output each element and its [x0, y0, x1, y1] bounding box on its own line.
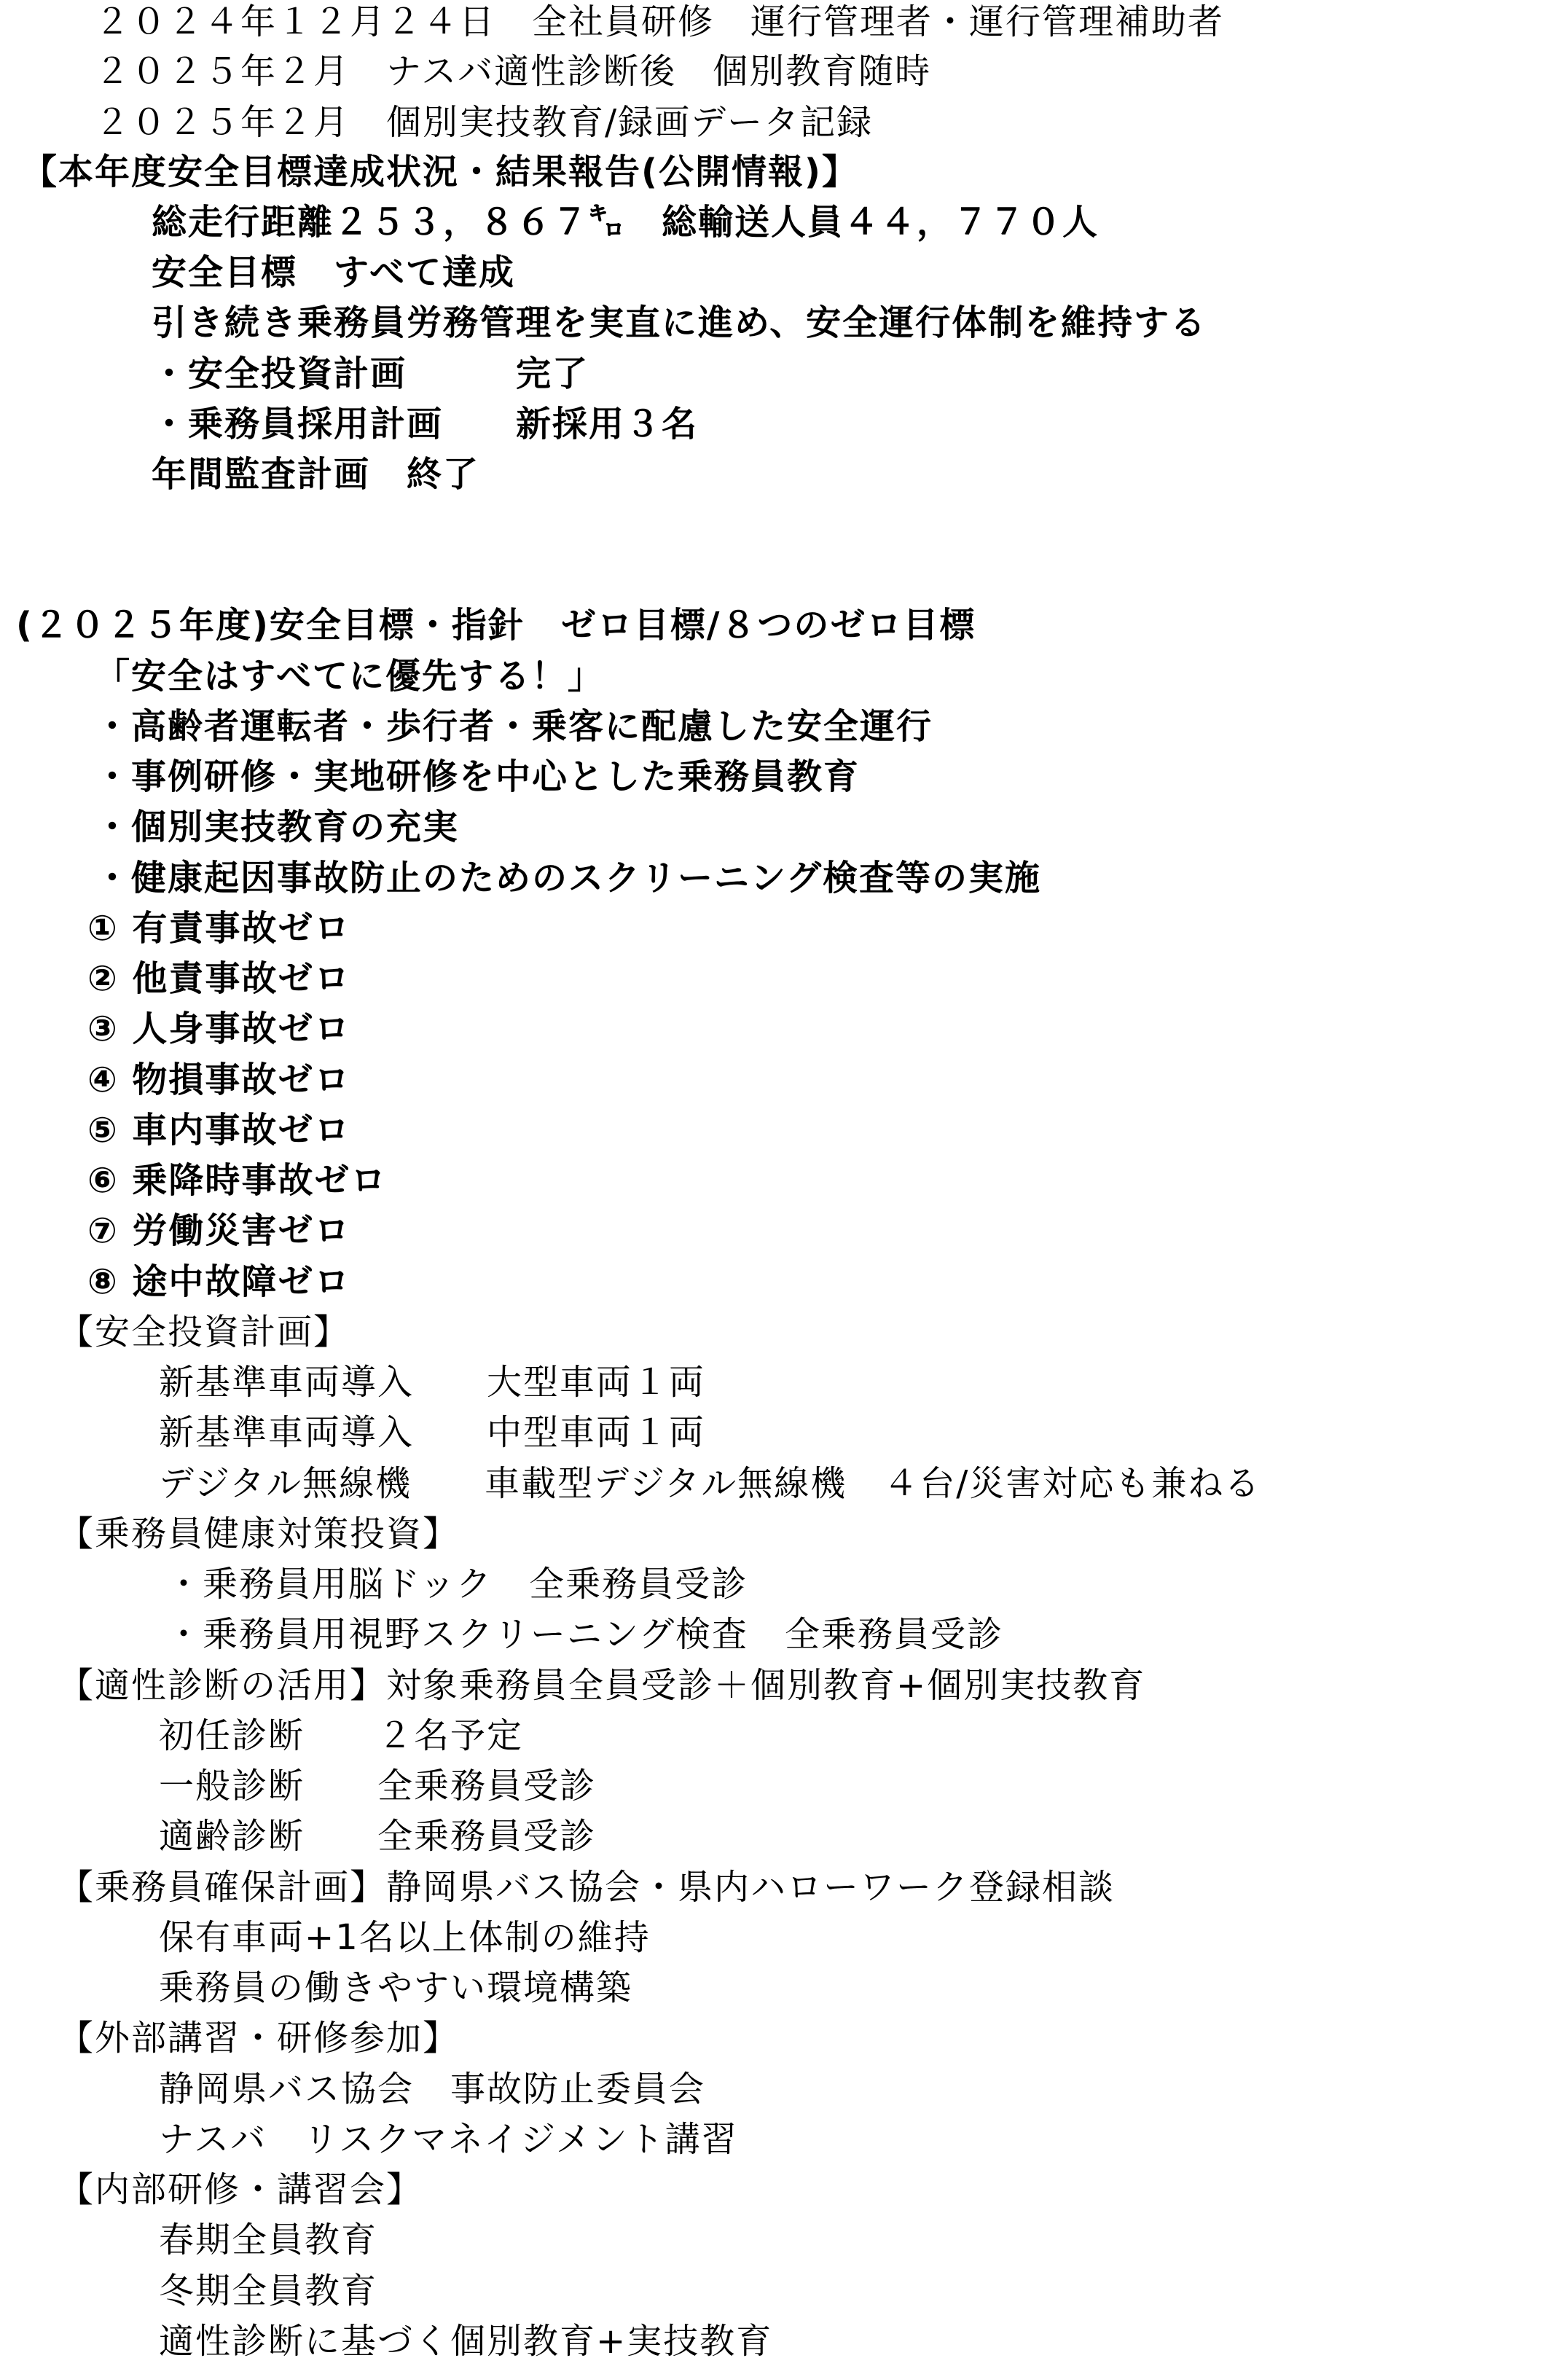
investment-heading: 【安全投資計画】 [58, 1312, 350, 1352]
external-item: ナスバ リスクマネイジメント講習 [159, 2119, 738, 2160]
goals-motto: 「安全はすべてに優先する！」 [95, 656, 605, 697]
zero-target-item: ⑦ 労働災害ゼロ [87, 1210, 351, 1251]
investment-item: 新基準車両導入 中型車両１両 [159, 1412, 706, 1453]
health-item: ・乗務員用脳ドック 全乗務員受診 [166, 1564, 748, 1605]
external-item: 静岡県バス協会 事故防止委員会 [159, 2069, 706, 2110]
external-heading: 【外部講習・研修参加】 [58, 2018, 460, 2059]
zero-target-item: ④ 物損事故ゼロ [87, 1059, 351, 1100]
policy-item: ・事例研修・実地研修を中心とした乗務員教育 [95, 756, 861, 797]
internal-item: 適性診断に基づく個別教育+実技教育 [159, 2321, 773, 2362]
staffing-item: 保有車両+1名以上体制の維持 [159, 1917, 651, 1958]
health-item: ・乗務員用視野スクリーニング検査 全乗務員受診 [166, 1614, 1004, 1655]
zero-target-item: ⑥ 乗降時事故ゼロ [87, 1160, 388, 1201]
aptitude-heading: 【適性診断の活用】対象乗務員全員受診＋個別教育+個別実技教育 [58, 1665, 1146, 1706]
internal-heading: 【内部研修・講習会】 [58, 2169, 423, 2210]
policy-item: ・高齢者運転者・歩行者・乗客に配慮した安全運行 [95, 706, 933, 747]
aptitude-item: 適齢診断 全乗務員受診 [159, 1816, 597, 1857]
report-line: 総走行距離２５３，８６７㌔ 総輸送人員４４，７７０人 [152, 202, 1099, 243]
report-line: 引き続き乗務員労務管理を実直に進め、安全運行体制を維持する [152, 302, 1207, 343]
health-heading: 【乗務員健康対策投資】 [58, 1513, 460, 1554]
report-line: ・安全投資計画 完了 [152, 353, 589, 394]
zero-target-item: ① 有責事故ゼロ [87, 908, 351, 949]
zero-target-item: ⑤ 車内事故ゼロ [87, 1110, 351, 1151]
aptitude-item: 初任診断 ２名予定 [159, 1715, 524, 1756]
staffing-heading: 【乗務員確保計画】静岡県バス協会・県内ハローワーク登録相談 [58, 1867, 1116, 1908]
policy-item: ・健康起因事故防止のためのスクリーニング検査等の実施 [95, 858, 1042, 898]
report-line: ・乗務員採用計画 新採用３名 [152, 404, 699, 444]
policy-item: ・個別実技教育の充実 [95, 807, 460, 847]
investment-item: 新基準車両導入 大型車両１両 [159, 1362, 706, 1403]
report-line: 年間監査計画 終了 [152, 454, 480, 495]
staffing-item: 乗務員の働きやすい環境構築 [159, 1967, 633, 2008]
zero-target-item: ⑧ 途中故障ゼロ [87, 1261, 351, 1302]
zero-target-item: ③ 人身事故ゼロ [87, 1008, 351, 1049]
history-line: ２０２５年２月 ナスバ適性診断後 個別教育随時 [95, 51, 932, 92]
report-heading: 【本年度安全目標達成状況・結果報告(公開情報)】 [22, 152, 858, 192]
zero-target-item: ② 他責事故ゼロ [87, 958, 351, 999]
goals-heading: (２０２５年度)安全目標・指針 ゼロ目標/８つのゼロ目標 [16, 605, 976, 646]
internal-item: 春期全員教育 [159, 2220, 378, 2260]
report-line: 安全目標 すべて達成 [152, 252, 516, 293]
investment-item: デジタル無線機 車載型デジタル無線機 ４台/災害対応も兼ねる [159, 1463, 1261, 1504]
internal-item: 冬期全員教育 [159, 2271, 378, 2311]
aptitude-item: 一般診断 全乗務員受診 [159, 1766, 597, 1806]
history-line: ２０２５年２月 個別実技教育/録画データ記録 [95, 102, 874, 143]
history-line: ２０２４年１２月２４日 全社員研修 運行管理者・運行管理補助者 [95, 1, 1225, 42]
